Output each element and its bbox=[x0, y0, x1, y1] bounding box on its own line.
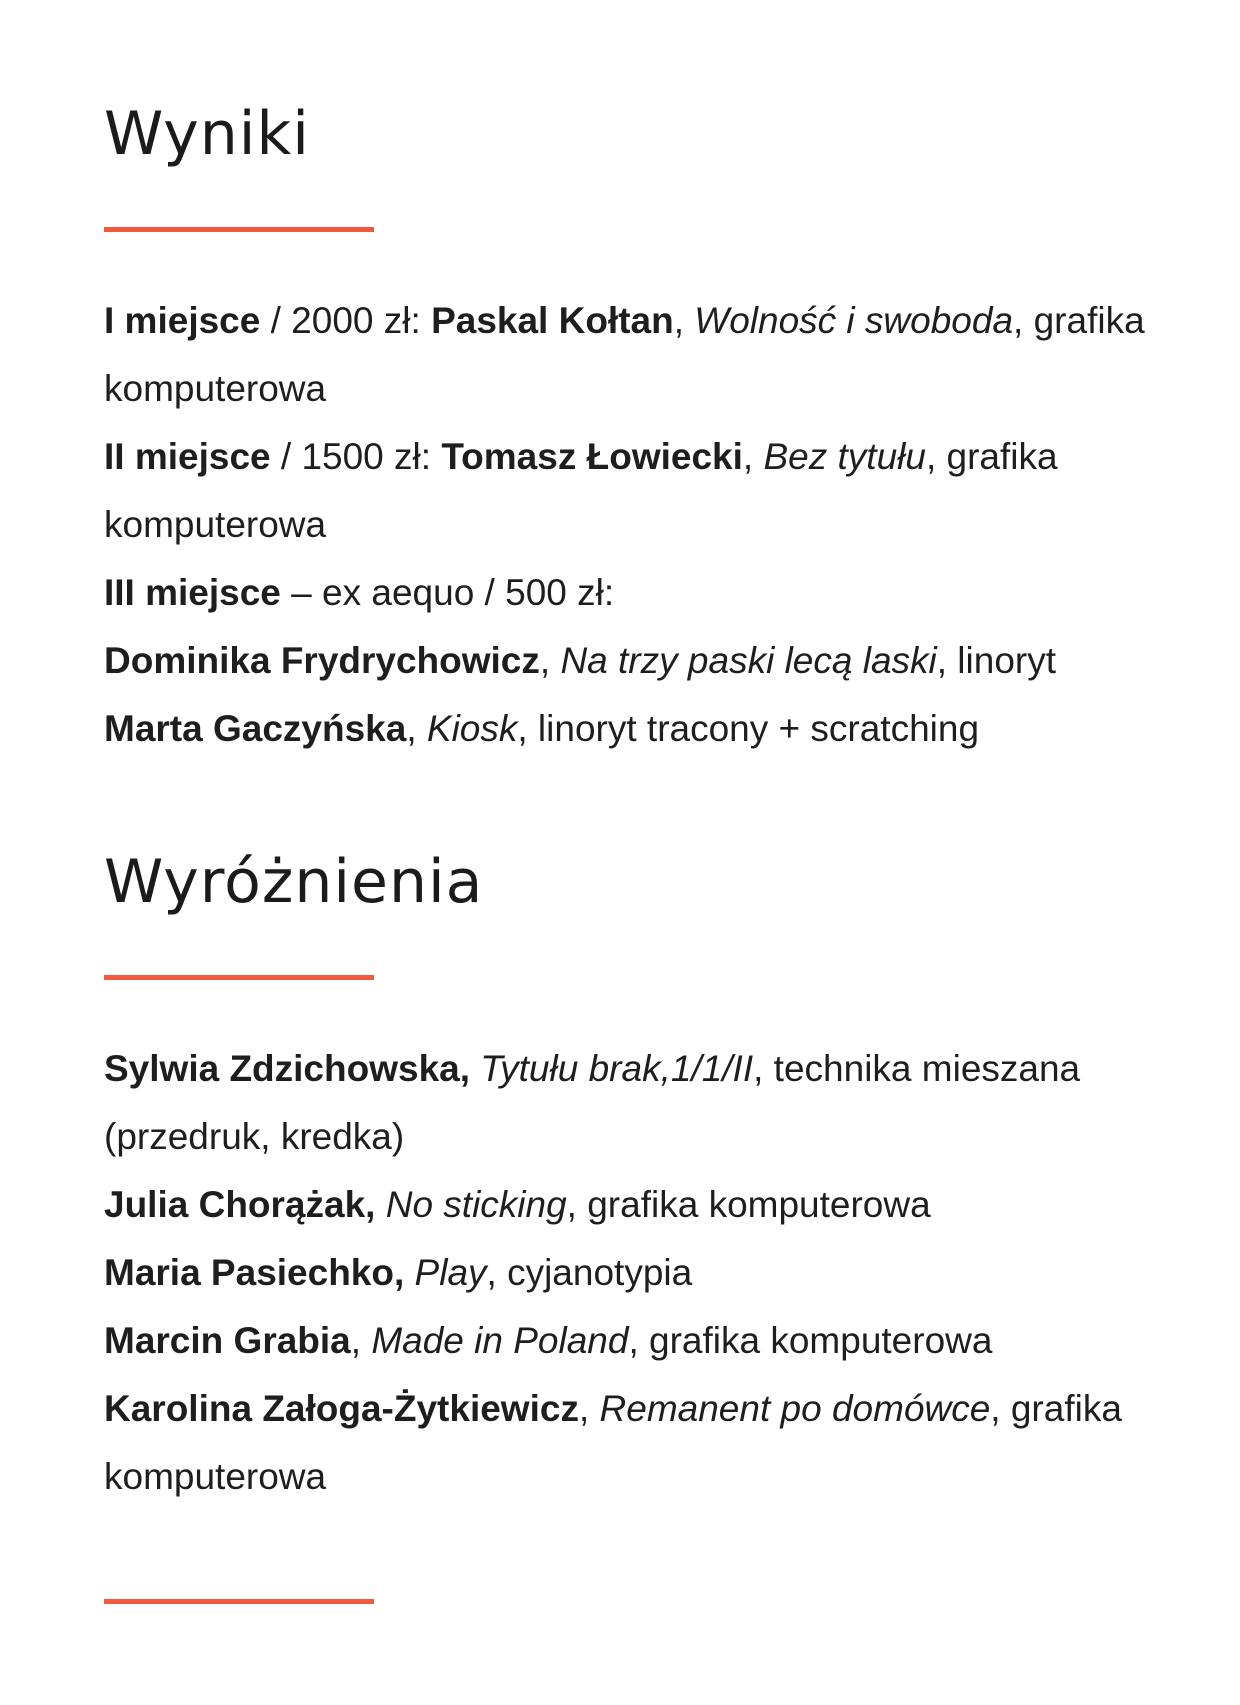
prize-text: – ex aequo / 500 zł: bbox=[280, 572, 615, 613]
author-name: Paskal Kołtan bbox=[431, 300, 674, 341]
rank-label: I miejsce bbox=[104, 300, 261, 341]
technique-text: , grafika komputerowa bbox=[104, 1388, 1122, 1497]
separator: , bbox=[578, 1388, 600, 1429]
technique-text: , technika mieszana (przedruk, kredka) bbox=[104, 1048, 1081, 1157]
technique-text: , grafika komputerowa bbox=[566, 1184, 931, 1225]
technique-text: , grafika komputerowa bbox=[104, 300, 1145, 409]
honor-entry bbox=[104, 1375, 1164, 1511]
footer-accent-rule bbox=[104, 1599, 374, 1604]
work-title: Na trzy paski lecą laski bbox=[560, 640, 937, 681]
result-entry-second-place bbox=[104, 423, 1164, 559]
work-title: No sticking bbox=[385, 1184, 567, 1225]
honors-heading: Wyróżnienia bbox=[104, 847, 484, 917]
honor-entry bbox=[104, 1171, 1164, 1239]
author-name: Sylwia Zdzichowska, bbox=[104, 1048, 471, 1089]
honors-list bbox=[104, 1035, 1164, 1511]
separator bbox=[404, 1252, 414, 1293]
honors-accent-rule bbox=[104, 975, 374, 980]
technique-text: , grafika komputerowa bbox=[104, 436, 1058, 545]
honor-entry bbox=[104, 1307, 1164, 1375]
author-name: Karolina Załoga-Żytkiewicz bbox=[104, 1388, 579, 1429]
separator bbox=[470, 1048, 480, 1089]
result-entry-third-place-a bbox=[104, 627, 1164, 695]
rank-label: II miejsce bbox=[104, 436, 271, 477]
separator bbox=[375, 1184, 385, 1225]
honor-entry bbox=[104, 1035, 1164, 1171]
work-title: Kiosk bbox=[426, 708, 518, 749]
prize-text: / 2000 zł: bbox=[260, 300, 432, 341]
results-list bbox=[104, 287, 1164, 763]
separator: , bbox=[673, 300, 695, 341]
work-title: Play bbox=[414, 1252, 487, 1293]
results-heading: Wyniki bbox=[104, 99, 310, 169]
author-name: Maria Pasiechko, bbox=[104, 1252, 405, 1293]
separator: , bbox=[539, 640, 561, 681]
result-entry-third-place-b bbox=[104, 695, 1164, 763]
rank-label: III miejsce bbox=[104, 572, 281, 613]
author-name: Julia Chorążak, bbox=[104, 1184, 376, 1225]
prize-text: / 1500 zł: bbox=[270, 436, 442, 477]
separator: , bbox=[350, 1320, 372, 1361]
technique-text: , cyjanotypia bbox=[486, 1252, 693, 1293]
author-name: Dominika Frydrychowicz bbox=[104, 640, 540, 681]
technique-text: , linoryt tracony + scratching bbox=[517, 708, 980, 749]
work-title: Tytułu brak,1/1/II bbox=[480, 1048, 754, 1089]
result-entry-first-place bbox=[104, 287, 1164, 423]
honor-entry bbox=[104, 1239, 1164, 1307]
work-title: Bez tytułu bbox=[763, 436, 926, 477]
author-name: Marcin Grabia bbox=[104, 1320, 351, 1361]
separator: , bbox=[406, 708, 427, 749]
separator: , bbox=[742, 436, 764, 477]
author-name: Tomasz Łowiecki bbox=[441, 436, 743, 477]
technique-text: , grafika komputerowa bbox=[628, 1320, 993, 1361]
work-title: Remanent po domówce bbox=[599, 1388, 991, 1429]
work-title: Made in Poland bbox=[371, 1320, 629, 1361]
work-title: Wolność i swoboda bbox=[694, 300, 1014, 341]
author-name: Marta Gaczyńska bbox=[104, 708, 407, 749]
technique-text: , linoryt bbox=[936, 640, 1057, 681]
results-accent-rule bbox=[104, 227, 374, 232]
result-entry-third-place-header bbox=[104, 559, 1164, 627]
